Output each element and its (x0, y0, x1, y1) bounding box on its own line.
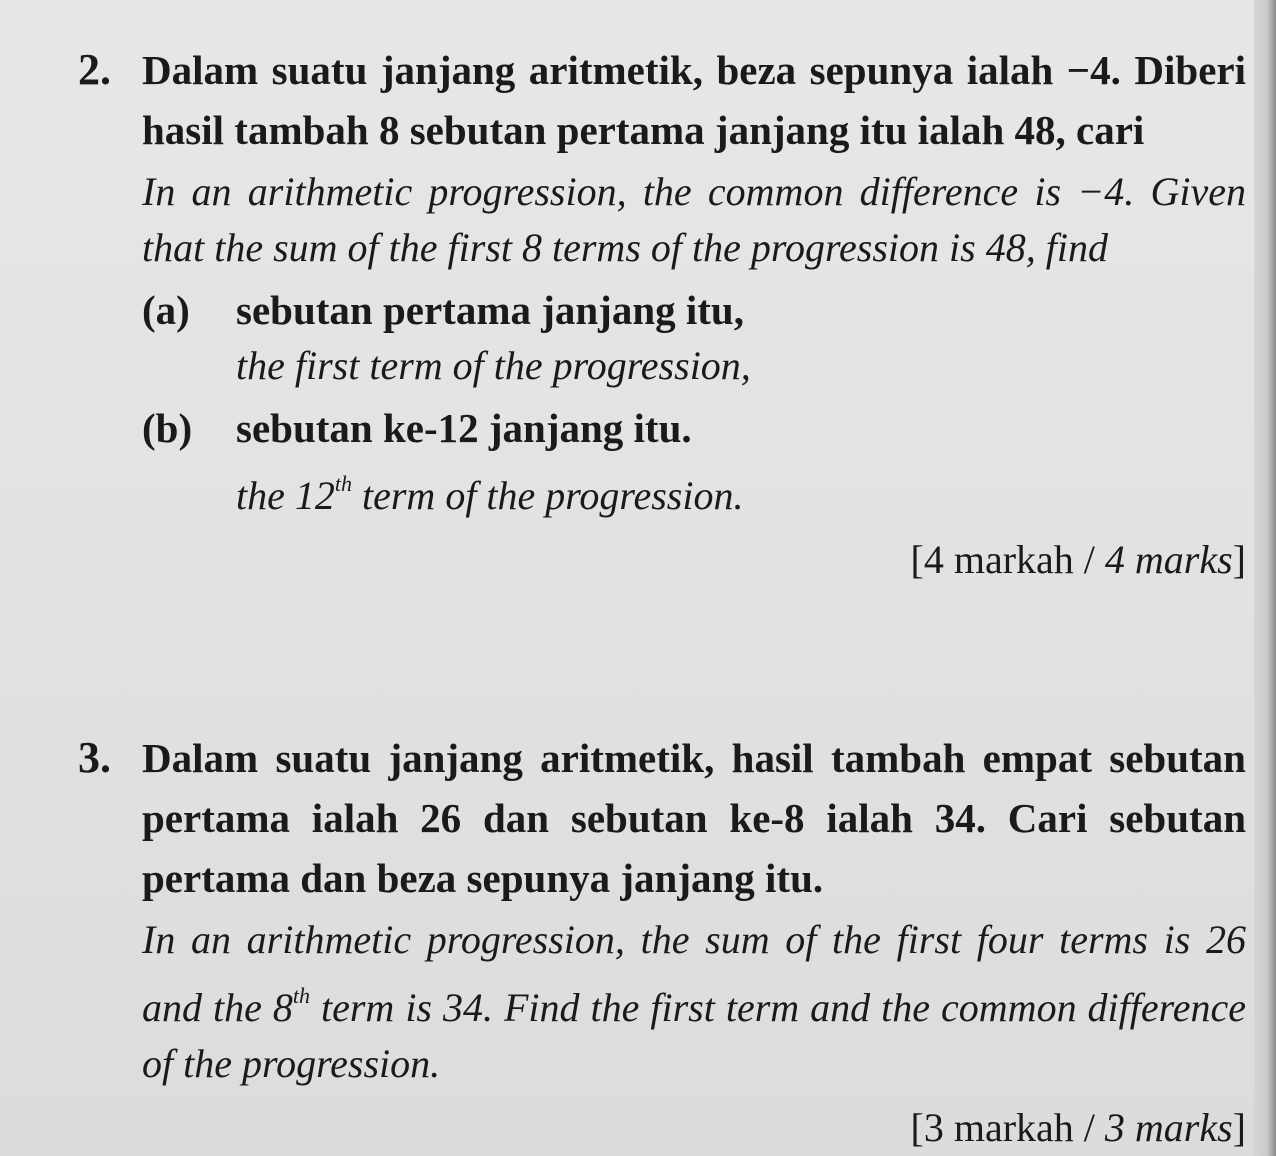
question-number: 2. (78, 45, 111, 94)
part-a (142, 282, 1246, 394)
part-label: (b) (142, 405, 193, 451)
part-b (142, 400, 1246, 524)
part-text-malay: sebutan ke-12 janjang itu. (236, 405, 692, 451)
part-text-malay: sebutan pertama janjang itu, (236, 287, 744, 333)
marks-label: [4 markah / 4 marks] (910, 537, 1246, 582)
part-text-english: the 12th term of the progression. (236, 471, 744, 518)
question-2 (78, 40, 1246, 588)
question-text-english: In an arithmetic progression, the common difference is −4. Given that the sum of the first 8 terms of the progression is 48, find (142, 169, 1246, 270)
question-text-malay: Dalam suatu janjang aritmetik, beza sepunya ialah −4. Diberi hasil tambah 8 sebutan pertama janjang itu ialah 48, cari (142, 47, 1246, 153)
page-edge-shadow (1254, 0, 1276, 1156)
question-3 (78, 728, 1246, 1156)
part-label: (a) (142, 287, 190, 333)
question-text-malay: Dalam suatu janjang aritmetik, hasil tambah empat sebutan pertama ialah 26 dan sebutan ke-8 ialah 34. Cari sebutan pertama dan beza sepunya janjang itu. (142, 735, 1246, 901)
part-text-english: the first term of the progression, (236, 343, 751, 388)
question-text-english: In an arithmetic progression, the sum of the first four terms is 26 and the 8th term is 34. Find the first term and the common difference of the progression. (142, 917, 1246, 1086)
marks-label: [3 markah / 3 marks] (910, 1105, 1246, 1150)
question-number: 3. (78, 733, 111, 782)
